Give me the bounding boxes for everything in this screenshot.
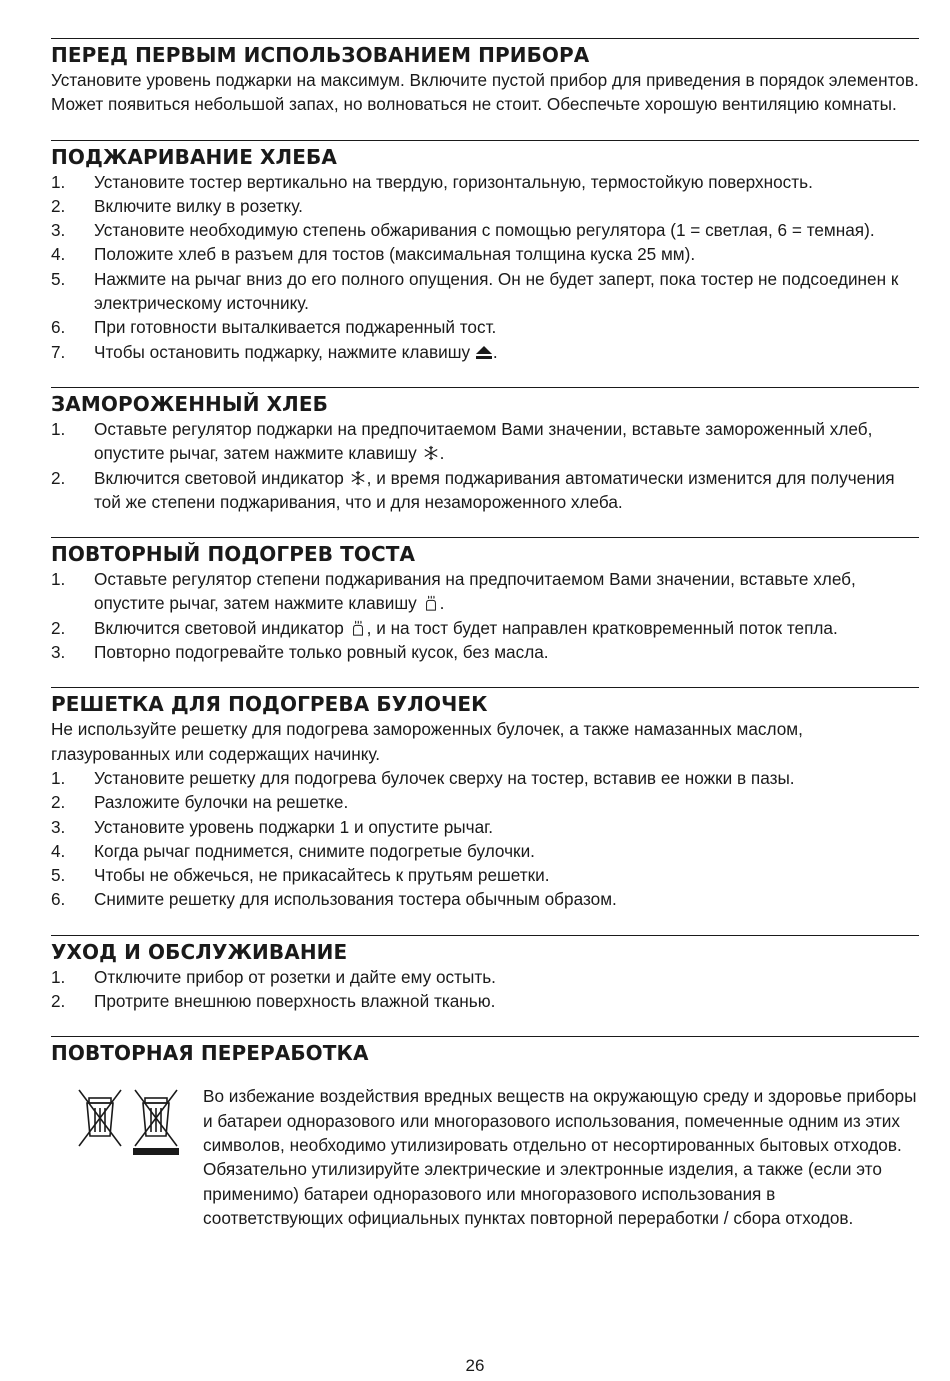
step-number: 6. xyxy=(51,317,66,338)
manual-page xyxy=(51,38,919,1266)
list-item xyxy=(51,815,919,839)
step-text: Снимите решетку для использования тостера обычным образом. xyxy=(94,889,617,910)
step-text: Оставьте регулятор степени поджаривания на предпочитаемом Вами значении, вставьте хлеб, опустите рычаг, затем нажмите клавишу xyxy=(94,569,856,614)
section-title: РЕШЕТКА ДЛЯ ПОДОГРЕВА БУЛОЧЕК xyxy=(51,692,488,717)
list-item xyxy=(51,315,919,339)
snowflake-icon xyxy=(349,470,367,486)
step-number: 2. xyxy=(51,195,66,216)
step-text: Установите тостер вертикально на твердую, горизонтальную, термостойкую поверхность. xyxy=(94,171,813,192)
section-first-use xyxy=(51,38,919,117)
step-number: 1. xyxy=(51,569,66,590)
step-text: , и на тост будет направлен кратковременный поток тепла. xyxy=(366,617,838,638)
list-item xyxy=(51,242,919,266)
list-item xyxy=(51,839,919,863)
step-number: 2. xyxy=(51,792,66,813)
reheat-toast-icon xyxy=(422,595,440,611)
snowflake-icon xyxy=(422,445,440,461)
step-text: , и время поджаривания автоматически изменится для получения той же степени поджаривания, что и для незамороженного хлеба. xyxy=(94,467,895,512)
step-number: 2. xyxy=(51,467,66,488)
step-number: 3. xyxy=(51,816,66,837)
list-item xyxy=(51,887,919,911)
step-text: Разложите булочки на решетке. xyxy=(94,792,349,813)
list-item xyxy=(51,417,919,466)
step-number: 2. xyxy=(51,991,66,1012)
step-text: Когда рычаг поднимется, снимите подогретые булочки. xyxy=(94,840,535,861)
step-number: 3. xyxy=(51,220,66,241)
section-recycling xyxy=(51,1036,919,1266)
step-text: Чтобы не обжечься, не прикасайтесь к прутьям решетки. xyxy=(94,865,550,886)
step-text: Оставьте регулятор поджарки на предпочитаемом Вами значении, вставьте замороженный хлеб, опустите рычаг, затем нажмите клавишу xyxy=(94,418,873,464)
step-text: Нажмите на рычаг вниз до его полного опущения. Он не будет заперт, пока тостер не подсоединен к электрическому источнику. xyxy=(94,268,899,314)
step-number: 1. xyxy=(51,767,66,788)
step-number: 7. xyxy=(51,341,66,362)
step-number: 1. xyxy=(51,418,66,439)
list-item xyxy=(51,766,919,790)
step-text: Чтобы остановить поджарку, нажмите клавишу xyxy=(94,341,471,362)
section-title: УХОД И ОБСЛУЖИВАНИЕ xyxy=(51,939,348,964)
step-text: Установите уровень поджарки 1 и опустите рычаг. xyxy=(94,816,494,837)
step-text: Повторно подогревайте только ровный кусок, без масла. xyxy=(94,642,549,663)
step-suffix: . xyxy=(439,443,445,464)
steps-list xyxy=(51,567,919,664)
step-suffix: . xyxy=(439,593,445,614)
step-number: 5. xyxy=(51,865,66,886)
list-item xyxy=(51,170,919,194)
list-item xyxy=(51,790,919,814)
step-number: 3. xyxy=(51,642,66,663)
reheat-toast-icon xyxy=(349,620,367,636)
steps-list xyxy=(51,417,919,514)
list-item xyxy=(51,218,919,242)
step-text: Положите хлеб в разъем для тостов (максимальная толщина куска 25 мм). xyxy=(94,244,696,265)
list-item xyxy=(51,194,919,218)
section-title: ЗАМОРОЖЕННЫЙ ХЛЕБ xyxy=(51,391,328,416)
list-item xyxy=(51,965,919,989)
recycling-block xyxy=(51,1066,919,1266)
section-title: ПОВТОРНЫЙ ПОДОГРЕВ ТОСТА xyxy=(51,542,416,567)
step-number: 1. xyxy=(51,966,66,987)
section-bun-rack xyxy=(51,687,919,911)
list-item xyxy=(51,616,919,640)
eject-icon xyxy=(475,344,493,360)
step-text: Включится световой индикатор xyxy=(94,467,344,488)
section-text: Установите уровень поджарки на максимум. Включите пустой прибор для приведения в порядок элементов. Может появиться небольшой запах, но волноваться не стоит. Обеспечьте хорошую вентиляцию комнаты. xyxy=(51,70,919,115)
step-number: 5. xyxy=(51,268,66,289)
section-reheat xyxy=(51,537,919,664)
section-title: ПОДЖАРИВАНИЕ ХЛЕБА xyxy=(51,144,337,169)
list-item xyxy=(51,989,919,1013)
steps-list xyxy=(51,766,919,912)
step-number: 2. xyxy=(51,617,66,638)
section-care xyxy=(51,935,919,1014)
step-text: Установите необходимую степень обжаривания с помощью регулятора (1 = светлая, 6 = темная). xyxy=(94,220,875,241)
step-text: Включится световой индикатор xyxy=(94,617,344,638)
recycling-text: Во избежание воздействия вредных веществ на окружающую среду и здоровье приборы и батареи одноразового или многоразового использования, помеченные одним из этих символов, необходимо утилизировать отдельно от несортированных бытовых отходов. Обязательно утилизируйте электрические и электронные изделия, а также (если это применимо) батареи одноразового или многоразового использования в соответствующих официальных пунктах повторной переработки / сбора отходов. xyxy=(203,1086,917,1228)
list-item xyxy=(51,340,919,364)
steps-list xyxy=(51,170,919,364)
step-text: Отключите прибор от розетки и дайте ему остыть. xyxy=(94,966,496,987)
crossed-bin-icon xyxy=(75,1088,185,1158)
page-number: 26 xyxy=(465,1356,485,1375)
step-number: 4. xyxy=(51,840,66,861)
step-suffix: . xyxy=(492,341,498,362)
section-toasting xyxy=(51,140,919,364)
list-item xyxy=(51,567,919,616)
section-intro: Не используйте решетку для подогрева замороженных булочек, а также намазанных маслом, глазурованных или содержащих начинку. xyxy=(51,719,803,764)
step-text: При готовности выталкивается поджаренный тост. xyxy=(94,317,497,338)
list-item xyxy=(51,863,919,887)
steps-list xyxy=(51,965,919,1014)
step-text: Установите решетку для подогрева булочек сверху на тостер, вставив ее ножки в пазы. xyxy=(94,767,795,788)
step-number: 4. xyxy=(51,244,66,265)
section-frozen xyxy=(51,387,919,514)
list-item xyxy=(51,267,919,316)
step-text: Включите вилку в розетку. xyxy=(94,195,303,216)
step-number: 1. xyxy=(51,171,66,192)
step-number: 6. xyxy=(51,889,66,910)
list-item xyxy=(51,466,919,515)
step-text: Протрите внешнюю поверхность влажной тканью. xyxy=(94,991,496,1012)
section-title: ПОВТОРНАЯ ПЕРЕРАБОТКА xyxy=(51,1041,369,1066)
section-title: ПЕРЕД ПЕРВЫМ ИСПОЛЬЗОВАНИЕМ ПРИБОРА xyxy=(51,43,590,67)
list-item xyxy=(51,640,919,664)
